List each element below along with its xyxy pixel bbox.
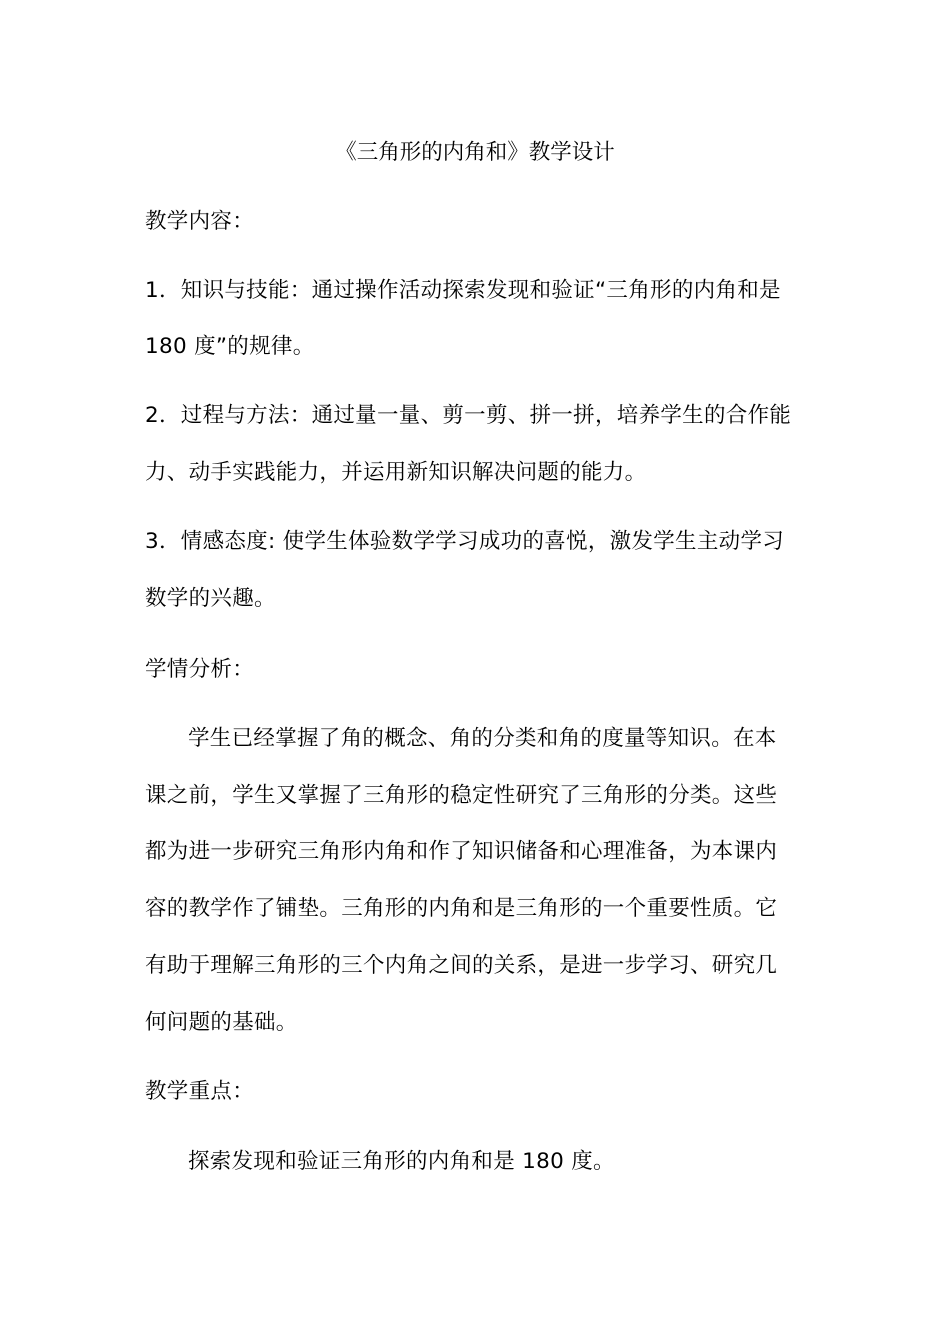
analysis-line-6: 何问题的基础。 bbox=[145, 1010, 298, 1035]
analysis-line-1: 学生已经掌握了角的概念、角的分类和角的度量等知识。在本 bbox=[188, 726, 777, 751]
analysis-line-5: 有助于理解三角形的三个内角之间的关系，是进一步学习、研究几 bbox=[145, 953, 778, 978]
analysis-heading: 学情分析： bbox=[145, 657, 255, 682]
goal-1-line-1: 1．知识与技能：通过操作活动探索发现和验证“三角形的内角和是 bbox=[145, 278, 781, 303]
goal-2-line-2: 力、动手实践能力，并运用新知识解决问题的能力。 bbox=[145, 460, 647, 485]
analysis-line-4: 容的教学作了铺垫。三角形的内角和是三角形的一个重要性质。它 bbox=[145, 896, 778, 921]
content-heading: 教学内容： bbox=[145, 209, 255, 234]
goal-2-line-1: 2．过程与方法：通过量一量、剪一剪、拼一拼，培养学生的合作能 bbox=[145, 403, 792, 428]
goal-1-line-2: 180 度”的规律。 bbox=[145, 334, 315, 359]
keypoint-heading: 教学重点： bbox=[145, 1079, 255, 1104]
document-title: 《三角形的内角和》教学设计 bbox=[335, 140, 615, 165]
analysis-line-3: 都为进一步研究三角形内角和作了知识储备和心理准备，为本课内 bbox=[145, 839, 778, 864]
analysis-line-2: 课之前，学生又掌握了三角形的稳定性研究了三角形的分类。这些 bbox=[145, 783, 778, 808]
keypoint-text: 探索发现和验证三角形的内角和是 180 度。 bbox=[188, 1149, 615, 1174]
goal-3-line-2: 数学的兴趣。 bbox=[145, 586, 276, 611]
goal-3-line-1: 3．情感态度: 使学生体验数学学习成功的喜悦，激发学生主动学习 bbox=[145, 529, 785, 554]
